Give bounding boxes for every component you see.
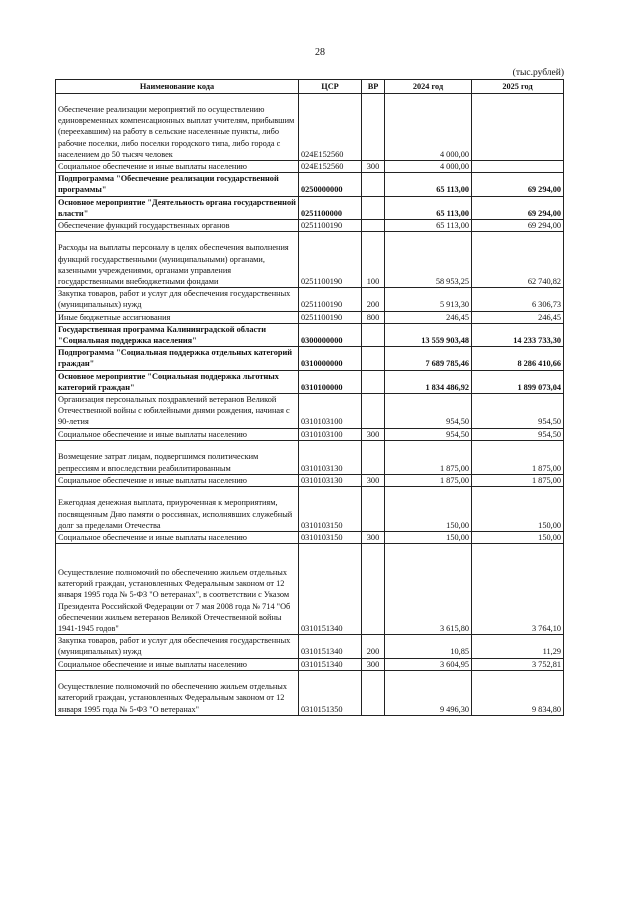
- row-2024: 7 689 785,46: [385, 347, 472, 370]
- row-2025: 62 740,82: [472, 232, 564, 288]
- row-2025: 1 875,00: [472, 474, 564, 486]
- table-row: [56, 94, 564, 161]
- row-name: Социальное обеспечение и иные выплаты населению: [56, 474, 299, 486]
- row-name: Осуществление полномочий по обеспечению жильем отдельных категорий граждан, установленных Федеральным законом от 12 января 1995 года № 5-ФЗ "О ветеранах", в соответствии с Указом Президента Российской Федерации от 7 мая 2008 года № 714 "Об обеспечении жильем ветеранов Великой Отечественной войны 1941-1945 годов": [56, 544, 299, 635]
- row-csr: 0310000000: [299, 347, 362, 370]
- row-2025: 954,50: [472, 428, 564, 440]
- row-vr: [362, 440, 385, 474]
- row-2025: 11,29: [472, 635, 564, 658]
- row-vr: [362, 347, 385, 370]
- row-vr: [362, 196, 385, 219]
- budget-table: [55, 79, 564, 716]
- row-2025: 9 834,80: [472, 670, 564, 715]
- row-name: Социальное обеспечение и иные выплаты населению: [56, 532, 299, 544]
- row-2024: 150,00: [385, 487, 472, 532]
- row-vr: 200: [362, 288, 385, 311]
- header-csr: ЦСР: [299, 80, 362, 94]
- row-2024: 3 615,80: [385, 544, 472, 635]
- row-name: Иные бюджетные ассигнования: [56, 311, 299, 323]
- row-csr: 0310103130: [299, 440, 362, 474]
- row-csr: 024Е152560: [299, 161, 362, 173]
- row-vr: [362, 370, 385, 393]
- table-row: [56, 544, 564, 635]
- table-row: [56, 532, 564, 544]
- table-row: [56, 196, 564, 219]
- table-row: [56, 635, 564, 658]
- row-csr: 0310151350: [299, 670, 362, 715]
- row-csr: 0300000000: [299, 323, 362, 346]
- row-name: Основное мероприятие "Социальная поддержка льготных категорий граждан": [56, 370, 299, 393]
- row-csr: 0310103150: [299, 532, 362, 544]
- row-vr: 300: [362, 161, 385, 173]
- table-row: [56, 173, 564, 196]
- row-vr: [362, 394, 385, 429]
- row-2025: 8 286 410,66: [472, 347, 564, 370]
- row-2025: 69 294,00: [472, 220, 564, 232]
- row-csr: 0251100190: [299, 288, 362, 311]
- row-name: Закупка товаров, работ и услуг для обеспечения государственных (муниципальных) нужд: [56, 635, 299, 658]
- row-2024: 10,85: [385, 635, 472, 658]
- table-row: [56, 487, 564, 532]
- row-2024: 1 875,00: [385, 474, 472, 486]
- row-vr: 200: [362, 635, 385, 658]
- row-csr: 0310103100: [299, 428, 362, 440]
- table-row: [56, 288, 564, 311]
- row-2025: 1 875,00: [472, 440, 564, 474]
- row-name: Социальное обеспечение и иные выплаты населению: [56, 658, 299, 670]
- table-row: [56, 220, 564, 232]
- row-csr: 0310100000: [299, 370, 362, 393]
- row-name: Закупка товаров, работ и услуг для обеспечения государственных (муниципальных) нужд: [56, 288, 299, 311]
- table-row: [56, 370, 564, 393]
- table-row: [56, 232, 564, 288]
- row-csr: 0251100000: [299, 196, 362, 219]
- row-2024: 3 604,95: [385, 658, 472, 670]
- row-csr: 0251100190: [299, 232, 362, 288]
- row-vr: [362, 544, 385, 635]
- row-2024: 954,50: [385, 428, 472, 440]
- row-name: Ежегодная денежная выплата, приуроченная к мероприятиям, посвященным Дню памяти о россиянах, исполнявших служебный долг за пределами Отечества: [56, 487, 299, 532]
- row-2024: 65 113,00: [385, 220, 472, 232]
- table-row: [56, 311, 564, 323]
- row-vr: 300: [362, 532, 385, 544]
- row-2024: 4 000,00: [385, 94, 472, 161]
- row-csr: 0250000000: [299, 173, 362, 196]
- row-2024: 1 834 486,92: [385, 370, 472, 393]
- row-vr: [362, 323, 385, 346]
- row-2024: 4 000,00: [385, 161, 472, 173]
- header-2025: 2025 год: [472, 80, 564, 94]
- row-vr: [362, 94, 385, 161]
- table-row: [56, 347, 564, 370]
- table-row: [56, 474, 564, 486]
- row-2025: 3 764,10: [472, 544, 564, 635]
- row-vr: [362, 173, 385, 196]
- row-name: Социальное обеспечение и иные выплаты населению: [56, 161, 299, 173]
- row-name: Подпрограмма "Социальная поддержка отдельных категорий граждан": [56, 347, 299, 370]
- header-name: Наименование кода: [56, 80, 299, 94]
- row-2024: 150,00: [385, 532, 472, 544]
- row-csr: 0310103100: [299, 394, 362, 429]
- row-2024: 9 496,30: [385, 670, 472, 715]
- row-csr: 0251100190: [299, 311, 362, 323]
- row-2025: 69 294,00: [472, 173, 564, 196]
- row-name: Расходы на выплаты персоналу в целях обеспечения выполнения функций государственными (муниципальными) органами, казенными учреждениями, органами управления государственными внебюджетными фондами: [56, 232, 299, 288]
- row-csr: 0251100190: [299, 220, 362, 232]
- row-2024: 65 113,00: [385, 196, 472, 219]
- table-row: [56, 428, 564, 440]
- header-2024: 2024 год: [385, 80, 472, 94]
- row-vr: 300: [362, 474, 385, 486]
- row-name: Обеспечение функций государственных органов: [56, 220, 299, 232]
- row-2024: 1 875,00: [385, 440, 472, 474]
- row-vr: [362, 220, 385, 232]
- row-2024: 13 559 903,48: [385, 323, 472, 346]
- row-vr: 300: [362, 658, 385, 670]
- header-vr: ВР: [362, 80, 385, 94]
- row-name: Государственная программа Калининградской области "Социальная поддержка населения": [56, 323, 299, 346]
- row-2024: 246,45: [385, 311, 472, 323]
- table-row: [56, 658, 564, 670]
- row-vr: [362, 487, 385, 532]
- row-name: Подпрограмма "Обеспечение реализации государственной программы": [56, 173, 299, 196]
- row-csr: 0310151340: [299, 544, 362, 635]
- row-2025: 6 306,73: [472, 288, 564, 311]
- row-2025: 14 233 733,30: [472, 323, 564, 346]
- unit-label: (тыс.рублей): [512, 68, 564, 78]
- row-csr: 0310151340: [299, 658, 362, 670]
- table-row: [56, 161, 564, 173]
- row-2024: 58 953,25: [385, 232, 472, 288]
- table-row: [56, 394, 564, 429]
- table-row: [56, 440, 564, 474]
- row-2025: 954,50: [472, 394, 564, 429]
- row-vr: 300: [362, 428, 385, 440]
- row-vr: 100: [362, 232, 385, 288]
- row-2025: 246,45: [472, 311, 564, 323]
- table-row: [56, 670, 564, 715]
- row-csr: 0310103130: [299, 474, 362, 486]
- row-csr: 0310103150: [299, 487, 362, 532]
- row-name: Основное мероприятие "Деятельность органа государственной власти": [56, 196, 299, 219]
- row-name: Социальное обеспечение и иные выплаты населению: [56, 428, 299, 440]
- row-vr: [362, 670, 385, 715]
- row-2025: 150,00: [472, 487, 564, 532]
- row-2024: 954,50: [385, 394, 472, 429]
- row-name: Возмещение затрат лицам, подвергшимся политическим репрессиям и впоследствии реабилитированным: [56, 440, 299, 474]
- row-vr: 800: [362, 311, 385, 323]
- row-name: Организация персональных поздравлений ветеранов Великой Отечественной войны с юбилейными днями рождения, начиная с 90-летия: [56, 394, 299, 429]
- row-csr: 0310151340: [299, 635, 362, 658]
- row-2025: [472, 161, 564, 173]
- table-row: [56, 323, 564, 346]
- page-number: 28: [315, 47, 325, 58]
- table-header-row: [56, 80, 564, 94]
- row-2025: 1 899 073,04: [472, 370, 564, 393]
- row-2025: 150,00: [472, 532, 564, 544]
- row-2024: 65 113,00: [385, 173, 472, 196]
- row-csr: 024Е152560: [299, 94, 362, 161]
- row-2025: 69 294,00: [472, 196, 564, 219]
- row-2025: [472, 94, 564, 161]
- row-2024: 5 913,30: [385, 288, 472, 311]
- row-2025: 3 752,81: [472, 658, 564, 670]
- row-name: Обеспечение реализации мероприятий по осуществлению единовременных компенсационных выплат учителям, прибывшим (переехавшим) на работу в сельские населенные пункты, либо рабочие поселки, либо поселки городского типа, либо города с населением до 50 тысяч человек: [56, 94, 299, 161]
- row-name: Осуществление полномочий по обеспечению жильем отдельных категорий граждан, установленных Федеральным законом от 12 января 1995 года № 5-ФЗ "О ветеранах": [56, 670, 299, 715]
